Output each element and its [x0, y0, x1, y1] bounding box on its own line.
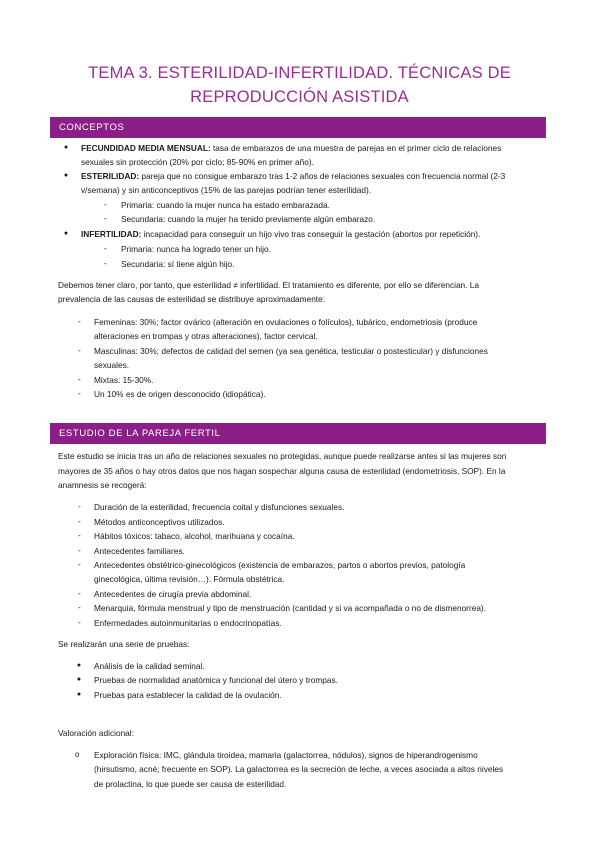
dash-icon: -	[78, 602, 81, 612]
anamnesis-obstetrico-1: Antecedentes obstétrico-ginecológicos (existencia de embarazos, partos o abortos previos, patología	[94, 560, 466, 570]
prueba-item: Pruebas de normalidad anatómica y funcional del útero y trompas.	[94, 675, 338, 685]
dash-icon: -	[104, 258, 107, 268]
causa-desconocida: Un 10% es de origen desconocido (idiopática).	[94, 389, 266, 399]
paragraph-line: Debemos tener claro, por tanto, que esterilidad ≠ infertilidad. El tratamiento es diferente, por ello se diferencian. La	[58, 280, 480, 290]
dash-icon: -	[78, 516, 81, 526]
page-title	[60, 61, 539, 109]
dash-icon: -	[104, 243, 107, 253]
dash-icon: -	[78, 374, 81, 384]
dash-icon: -	[78, 545, 81, 555]
esterilidad-line-1: ESTERILIDAD: pareja que no consigue embarazo tras 1-2 años de relaciones sexuales con frecuencia normal (2-3	[81, 171, 506, 181]
dash-icon: -	[78, 501, 81, 511]
fecundidad-line-2: sexuales sin protección (20% por ciclo; 85-90% en primer año).	[81, 157, 314, 167]
dash-icon: -	[78, 617, 81, 627]
anamnesis-item: Enfermedades autoinmunitarias o endocrinopatías.	[94, 618, 282, 628]
causa-masculinas-2: sexuales.	[94, 360, 130, 370]
dash-icon: -	[104, 199, 107, 209]
dash-icon: -	[78, 559, 81, 569]
bullet-icon: ●	[76, 691, 82, 698]
anamnesis-item: Duración de la esterilidad, frecuencia coital y disfunciones sexuales.	[94, 502, 345, 512]
infertilidad-secundaria: Secundaria: sí tiene algún hijo.	[121, 259, 235, 269]
paragraph-line: mayores de 35 años o hay otros datos que nos hagan sospechar alguna causa de esterilidad (endometriosis, SOP). En la	[58, 466, 506, 476]
esterilidad-secundaria: Secundaria: cuando la mujer ha tenido previamente algún embarazo.	[121, 214, 376, 224]
infertilidad-primaria: Primaria: nunca ha logrado tener un hijo.	[121, 244, 271, 254]
fecundidad-line-1: FECUNDIDAD MEDIA MENSUAL: tasa de embarazos de una muestra de parejas en el primer ciclo de relaciones	[81, 143, 502, 153]
prueba-item: Análisis de la calidad seminal.	[94, 661, 205, 671]
causa-femeninas-1: Femeninas: 30%; factor ovárico (alteración en ovulaciones o folículos), tubárico, endometriosis (produce	[94, 317, 478, 327]
valoracion-line: de prolactina, lo que puede ser causa de esterilidad.	[94, 779, 287, 789]
bullet-icon: ●	[76, 662, 82, 669]
paragraph-line: anamnesis se recogerá:	[58, 480, 147, 490]
dash-icon: -	[78, 316, 81, 326]
esterilidad-line-2: v/semana) y sin anticonceptivos (15% de las parejas podrían tener esterilidad).	[81, 185, 372, 195]
section-header-estudio: ESTUDIO DE LA PAREJA FERTIL	[50, 423, 546, 444]
dash-icon: -	[78, 588, 81, 598]
section-header-conceptos: CONCEPTOS	[50, 117, 546, 138]
valoracion-title: Valoración adicional:	[58, 728, 134, 738]
bullet-icon: ●	[76, 676, 82, 683]
dash-icon: -	[78, 530, 81, 540]
dash-icon: -	[104, 213, 107, 223]
anamnesis-item: Antecedentes de cirugía previa abdominal.	[94, 589, 252, 599]
bullet-icon: ●	[63, 172, 69, 179]
prueba-item: Pruebas para establecer la calidad de la ovulación.	[94, 690, 282, 700]
anamnesis-item: Menarquia, fórmula menstrual y tipo de menstruación (cantidad y si va acompañada o no de dismenorrea).	[94, 603, 487, 613]
infertilidad-line: INFERTILIDAD: incapacidad para conseguir un hijo vivo tras conseguir la gestación (abortos por repetición).	[81, 229, 481, 239]
causa-femeninas-2: alteraciones en trompas y otras alteraciones), factor cervical.	[94, 331, 318, 341]
bullet-icon: ●	[63, 230, 69, 237]
pruebas-title: Se realizarán una serie de pruebas:	[58, 639, 190, 649]
title-line-1: TEMA 3. ESTERILIDAD-INFERTILIDAD. TÉCNICAS DE	[88, 64, 511, 82]
causa-masculinas-1: Masculinas: 30%; defectos de calidad del semen (ya sea genética, testicular o postesticular) y disfunciones	[94, 346, 488, 356]
anamnesis-item: Hábitos tóxicos: tabaco, alcohol, marihuana y cocaína.	[94, 531, 295, 541]
causa-mixtas: Mixtas: 15-30%.	[94, 375, 154, 385]
anamnesis-obstetrico-2: ginecológica, última revisión…). Fórmula obstétrica.	[94, 574, 285, 584]
anamnesis-item: Antecedentes familiares.	[94, 546, 185, 556]
paragraph-line: prevalencia de las causas de esterilidad se distribuye aproximadamente:	[58, 294, 326, 304]
circle-bullet-icon: o	[75, 750, 80, 759]
anamnesis-item: Métodos anticonceptivos utilizados.	[94, 517, 225, 527]
bullet-icon: ●	[63, 144, 69, 151]
paragraph-line: Este estudio se inicia tras un año de relaciones sexuales no protegidas, aunque puede realizarse antes si las mujeres son	[58, 451, 507, 461]
esterilidad-primaria: Primaria: cuando la mujer nunca ha estado embarazada.	[121, 200, 330, 210]
valoracion-line: Exploración física: IMC, glándula tiroidea, mamaria (galactorrea, nódulos), signos de hiperandrogenismo	[94, 750, 478, 760]
dash-icon: -	[78, 345, 81, 355]
title-line-2: REPRODUCCIÓN ASISTIDA	[190, 88, 409, 106]
valoracion-line: (hirsutismo, acné; frecuente en SOP). La galactorrea es la secreción de leche, a veces asociada a altos niveles	[94, 764, 504, 774]
dash-icon: -	[78, 388, 81, 398]
